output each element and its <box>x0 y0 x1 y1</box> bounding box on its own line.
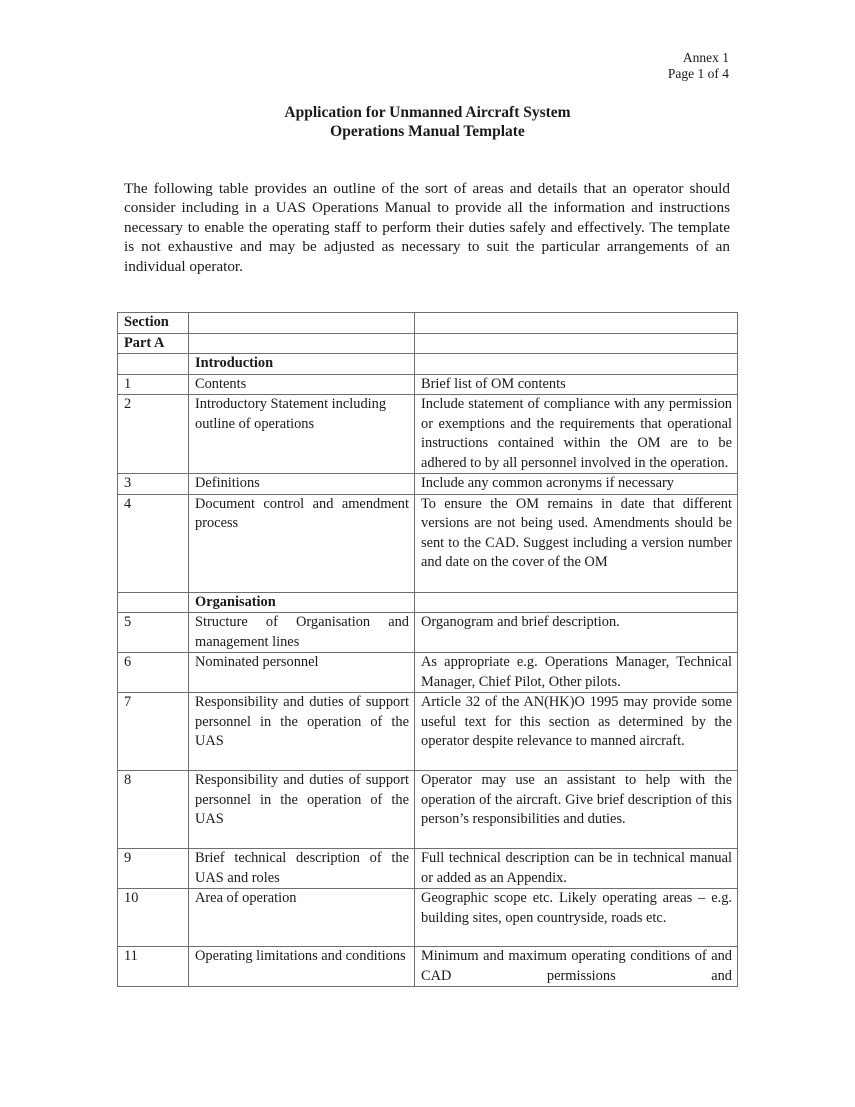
table-row <box>118 947 738 987</box>
table-row <box>118 395 738 474</box>
table-row <box>118 374 738 395</box>
table-row <box>118 771 738 849</box>
table-row <box>118 494 738 592</box>
annex-label: Annex 1 <box>682 50 729 65</box>
operations-manual-table <box>117 312 738 987</box>
row-item: Operating limitations and conditions <box>189 947 415 987</box>
row-guidance: To ensure the OM remains in date that different versions are not being used. Amendments should be sent to the CAD. Suggest including a version number and date on the cover of the OM <box>415 494 738 592</box>
row-guidance: Full technical description can be in technical manual or added as an Appendix. <box>415 849 738 889</box>
table-row <box>118 613 738 653</box>
table-row <box>118 592 738 613</box>
row-guidance: Geographic scope etc. Likely operating areas – e.g. building sites, open countryside, roads etc. <box>415 889 738 947</box>
title-line-1: Application for Unmanned Aircraft System <box>284 104 571 121</box>
part-row <box>118 333 738 354</box>
document-title <box>0 103 855 141</box>
row-item: Contents <box>189 374 415 395</box>
row-item: Area of operation <box>189 889 415 947</box>
section-heading: Introduction <box>189 354 415 375</box>
row-guidance: As appropriate e.g. Operations Manager, Technical Manager, Chief Pilot, Other pilots. <box>415 653 738 693</box>
row-guidance: Minimum and maximum operating conditions of and CAD permissions and <box>415 947 738 987</box>
table-row <box>118 354 738 375</box>
row-number: 7 <box>118 693 189 771</box>
row-guidance: Operator may use an assistant to help with the operation of the aircraft. Give brief description of this person’s responsibilities and duties. <box>415 771 738 849</box>
table-row <box>118 849 738 889</box>
row-item: Definitions <box>189 474 415 495</box>
row-item: Responsibility and duties of support personnel in the operation of the UAS <box>189 693 415 771</box>
row-item: Brief technical description of the UAS and roles <box>189 849 415 889</box>
row-guidance: Include statement of compliance with any permission or exemptions and the requirements that operational instructions contained within the OM are to be adhered to by all personnel involved in the operation. <box>415 395 738 474</box>
table-row <box>118 474 738 495</box>
row-number: 10 <box>118 889 189 947</box>
table-row <box>118 889 738 947</box>
section-heading: Organisation <box>189 592 415 613</box>
row-number: 11 <box>118 947 189 987</box>
section-header: Section <box>118 313 189 334</box>
row-guidance <box>415 354 738 375</box>
table-header-row <box>118 313 738 334</box>
intro-paragraph: The following table provides an outline of the sort of areas and details that an operator should consider including in a UAS Operations Manual to provide all the information and instructions necessary to enable the operating staff to perform their duties safely and effectively. The template is not exhaustive and may be adjusted as necessary to suit the particular arrangements of an individual operator. <box>124 180 730 275</box>
row-number: 3 <box>118 474 189 495</box>
row-number: 9 <box>118 849 189 889</box>
row-guidance: Brief list of OM contents <box>415 374 738 395</box>
row-guidance <box>415 592 738 613</box>
page-header <box>668 50 729 82</box>
row-number: 4 <box>118 494 189 592</box>
table-row <box>118 693 738 771</box>
page-number: Page 1 of 4 <box>667 66 729 81</box>
part-label: Part A <box>118 333 189 354</box>
row-item: Responsibility and duties of support personnel in the operation of the UAS <box>189 771 415 849</box>
row-number: 2 <box>118 395 189 474</box>
row-number <box>118 592 189 613</box>
empty-cell <box>189 313 415 334</box>
empty-cell <box>415 333 738 354</box>
table-row <box>118 653 738 693</box>
title-line-2: Operations Manual Template <box>330 123 525 140</box>
empty-cell <box>415 313 738 334</box>
row-guidance: Organogram and brief description. <box>415 613 738 653</box>
row-number: 5 <box>118 613 189 653</box>
row-item: Introductory Statement including outline of operations <box>189 395 415 474</box>
row-guidance: Include any common acronyms if necessary <box>415 474 738 495</box>
row-item: Structure of Organisation and management lines <box>189 613 415 653</box>
row-number: 1 <box>118 374 189 395</box>
empty-cell <box>189 333 415 354</box>
row-guidance: Article 32 of the AN(HK)O 1995 may provide some useful text for this section as determined by the operator despite relevance to manned aircraft. <box>415 693 738 771</box>
row-item: Nominated personnel <box>189 653 415 693</box>
row-number: 8 <box>118 771 189 849</box>
row-number <box>118 354 189 375</box>
row-number: 6 <box>118 653 189 693</box>
row-item: Document control and amendment process <box>189 494 415 592</box>
